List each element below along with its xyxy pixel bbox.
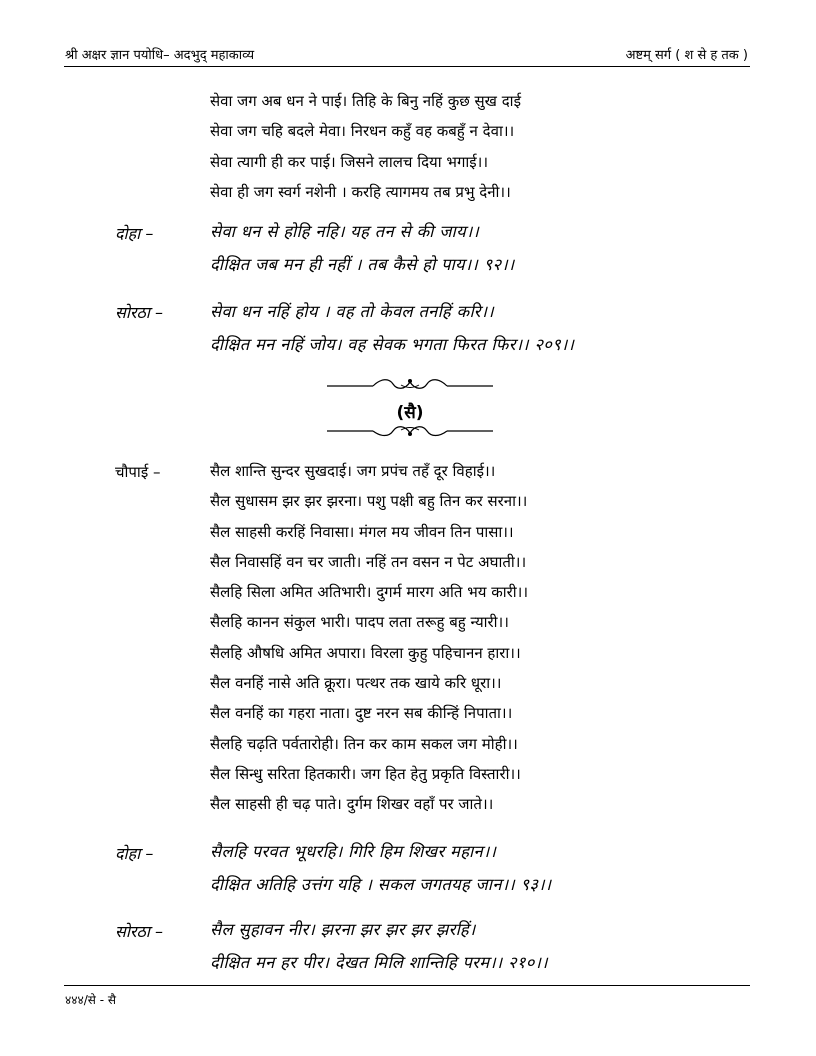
running-header-title: श्री अक्षर ज्ञान पयोधि– अदभुद् महाकाव्य [65,48,255,63]
doha-line: दीक्षित जब मन ही नहीं । तब कैसे हो पाय।। ९२।। [210,255,515,274]
verse-line: सैल साहसी करहिं निवासा। मंगल मय जीवन तिन पासा।। [210,522,514,541]
header-rule [64,66,750,67]
soratha-line: दीक्षित मन हर पीर। देखत मिलि शान्तिहि परम।। २१०।। [210,953,548,972]
soratha-line: सैल सुहावन नीर। झरना झर झर झर झरहिं। [210,920,476,939]
verse-line: सैल सुधासम झर झर झरना। पशु पक्षी बहु तिन कर सरना।। [210,492,528,511]
footer-rule [64,985,750,986]
doha-line: सैलहि परवत भूधरहि। गिरि हिम शिखर महान।। [210,842,497,861]
chaupai-label: चौपाई – [115,463,161,481]
soratha-label: सोरठा – [115,303,164,322]
doha-label: दोहा – [115,224,154,243]
running-header-chapter: अष्टम् सर्ग ( श से ह तक ) [625,48,748,63]
verse-line: सैल शान्ति सुन्दर सुखदाई। जग प्रपंच तहँ दूर विहाई।। [210,462,496,480]
soratha-line: सेवा धन नहिं होय । वह तो केवल तनहिं करि।। [210,302,494,321]
doha-line: दीक्षित अतिहि उत्तंग यहि । सकल जगतयह जान।। ९३।। [210,875,552,894]
verse-line: सैल वनहिं का गहरा नाता। दुष्ट नरन सब कीन्हिं निपाता।। [210,704,513,723]
section-title: (सै) [396,403,424,423]
ornament-divider-top [325,376,495,392]
verse-stanza [210,86,670,207]
page-number: ४४४/से - सै [65,993,116,1007]
verse-line: सेवा जग अब धन ने पाई। तिहि के बिनु नहिं कुछ सुख दाई [210,92,521,110]
ornament-divider-bottom [325,423,495,439]
verse-line: सैल सिन्धु सरिता हितकारी। जग हित हेतु प्रकृति विस्तारी।। [210,764,521,783]
verse-line: सेवा ही जग स्वर्ग नशेनी । करहि त्यागमय तब प्रभु देनी।। [210,182,511,201]
soratha-line: दीक्षित मन नहिं जोय। वह सेवक भगता फिरत फिर।। २०९।। [210,335,575,354]
doha-line: सेवा धन से होहि नहि। यह तन से की जाय।। [210,222,480,241]
verse-line: सैल साहसी ही चढ़ पाते। दुर्गम शिखर वहाँ पर जाते।। [210,795,494,814]
verse-line: सैलहि औषधि अमित अपारा। विरला कुहु पहिचानन हारा।। [210,643,521,662]
verse-line: सैल वनहिं नासे अति क्रूरा। पत्थर तक खाये करि धूरा।। [210,674,502,693]
chaupai-stanza [210,456,670,820]
verse-line: सैलहि कानन संकुल भारी। पादप लता तरूहु बहु न्यारी।। [210,613,509,632]
verse-line: सैलहि सिला अमित अतिभारी। दुगर्म मारग अति भय कारी।। [210,583,529,602]
verse-line: सैल निवासहिं वन चर जाती। नहिं तन वसन न पेट अघाती।। [210,552,527,571]
verse-line: सेवा जग चहि बदले मेवा। निरधन कहुँ वह कबहुँ न देवा।। [210,122,515,141]
verse-line: सैलहि चढ़ति पर्वतारोही। तिन कर काम सकल जग मोही।। [210,734,518,753]
doha-label: दोहा – [115,844,154,863]
soratha-label: सोरठा – [115,922,164,941]
verse-line: सेवा त्यागी ही कर पाई। जिसने लालच दिया भगाई।। [210,152,489,171]
